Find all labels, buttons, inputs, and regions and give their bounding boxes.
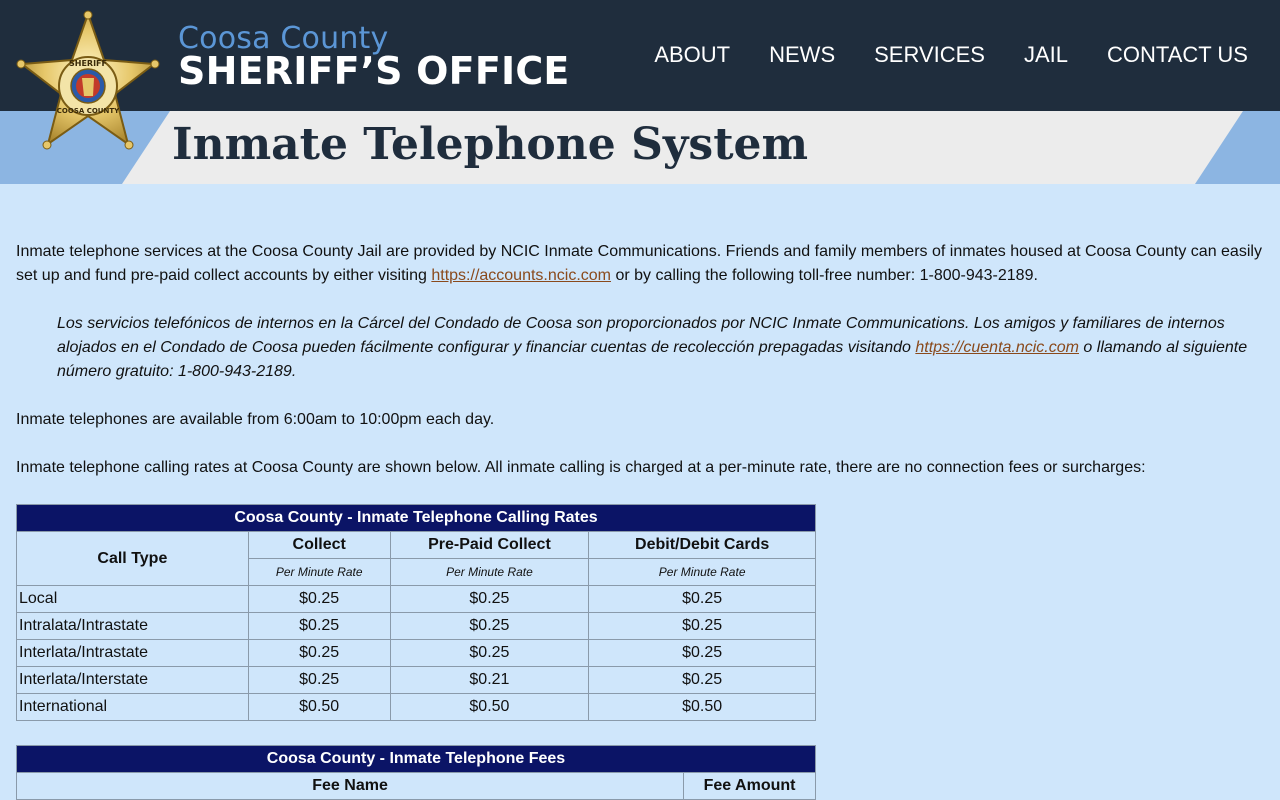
fee-amount-header: Fee Amount — [684, 773, 816, 800]
nav-contact-us[interactable]: CONTACT US — [1107, 42, 1248, 67]
main-nav — [654, 41, 1248, 69]
site-header — [0, 0, 1280, 111]
rates-table-caption: Coosa County - Inmate Telephone Calling Rates — [17, 505, 816, 532]
collect-subheader: Per Minute Rate — [248, 559, 390, 586]
cuenta-ncic-link[interactable]: https://cuenta.ncic.com — [915, 339, 1079, 356]
table-row — [17, 694, 816, 721]
prepaid-collect-header: Pre-Paid Collect — [390, 532, 589, 559]
brand-county-name: Coosa County — [178, 21, 389, 56]
accounts-ncic-link[interactable]: https://accounts.ncic.com — [431, 267, 611, 284]
site-brand[interactable] — [178, 21, 570, 93]
brand-office-name: SHERIFF’S OFFICE — [178, 49, 570, 93]
nav-news[interactable]: NEWS — [769, 42, 836, 67]
rate-cell: $0.21 — [390, 667, 589, 694]
call-type-cell: Local — [17, 586, 249, 613]
collect-header: Collect — [248, 532, 390, 559]
sheriff-star-badge-icon[interactable] — [16, 10, 160, 152]
badge-text-top: SHERIFF — [69, 59, 107, 68]
fees-table-caption: Coosa County - Inmate Telephone Fees — [17, 746, 816, 773]
rate-cell: $0.25 — [390, 586, 589, 613]
table-row — [17, 667, 816, 694]
rate-cell: $0.25 — [589, 586, 816, 613]
rate-cell: $0.25 — [589, 640, 816, 667]
table-row — [17, 613, 816, 640]
main-content — [16, 240, 1266, 800]
debit-cards-header: Debit/Debit Cards — [589, 532, 816, 559]
rate-cell: $0.50 — [390, 694, 589, 721]
call-type-cell: International — [17, 694, 249, 721]
rate-cell: $0.25 — [390, 640, 589, 667]
prepaid-collect-subheader: Per Minute Rate — [390, 559, 589, 586]
rate-cell: $0.50 — [589, 694, 816, 721]
rate-cell: $0.25 — [390, 613, 589, 640]
badge-text-bottom: COOSA COUNTY — [56, 107, 120, 115]
rate-cell: $0.25 — [248, 667, 390, 694]
debit-cards-subheader: Per Minute Rate — [589, 559, 816, 586]
rate-cell: $0.25 — [248, 640, 390, 667]
nav-services[interactable]: SERVICES — [874, 42, 985, 67]
intro-paragraph: Inmate telephone services at the Coosa County Jail are provided by NCIC Inmate Communications. Friends and family members of inmates housed at Coosa County can easily set up and fund pre-paid collect accounts by either visiting https://accounts.ncic.com or by calling the following toll-free number: 1-800-943-2189. — [16, 243, 1262, 284]
call-type-cell: Interlata/Intrastate — [17, 640, 249, 667]
fee-name-header: Fee Name — [17, 773, 684, 800]
spanish-paragraph: Los servicios telefónicos de internos en la Cárcel del Condado de Coosa son proporcionados por NCIC Inmate Communications. Los amigos y familiares de internos alojados en el Condado de Coosa pueden fácilmente configurar y financiar cuentas de recolección prepagadas visitando https://cuenta.ncic.com o llamando al siguiente número gratuito: 1-800-943-2189. — [57, 315, 1248, 380]
rate-cell: $0.25 — [589, 613, 816, 640]
call-type-cell: Intralata/Intrastate — [17, 613, 249, 640]
nav-jail[interactable]: JAIL — [1023, 42, 1069, 67]
call-type-header: Call Type — [17, 532, 249, 586]
nav-about[interactable]: ABOUT — [654, 42, 731, 67]
rate-cell: $0.50 — [248, 694, 390, 721]
page-title: Inmate Telephone System — [172, 119, 809, 170]
calling-rates-table — [16, 504, 816, 721]
rate-cell: $0.25 — [248, 613, 390, 640]
rate-cell: $0.25 — [248, 586, 390, 613]
hours-paragraph: Inmate telephones are available from 6:00am to 10:00pm each day. — [16, 411, 495, 428]
table-row — [17, 586, 816, 613]
table-row — [17, 640, 816, 667]
call-type-cell: Interlata/Interstate — [17, 667, 249, 694]
rates-paragraph: Inmate telephone calling rates at Coosa County are shown below. All inmate calling is charged at a per-minute rate, there are no connection fees or surcharges: — [16, 459, 1146, 476]
rate-cell: $0.25 — [589, 667, 816, 694]
telephone-fees-table — [16, 745, 816, 800]
